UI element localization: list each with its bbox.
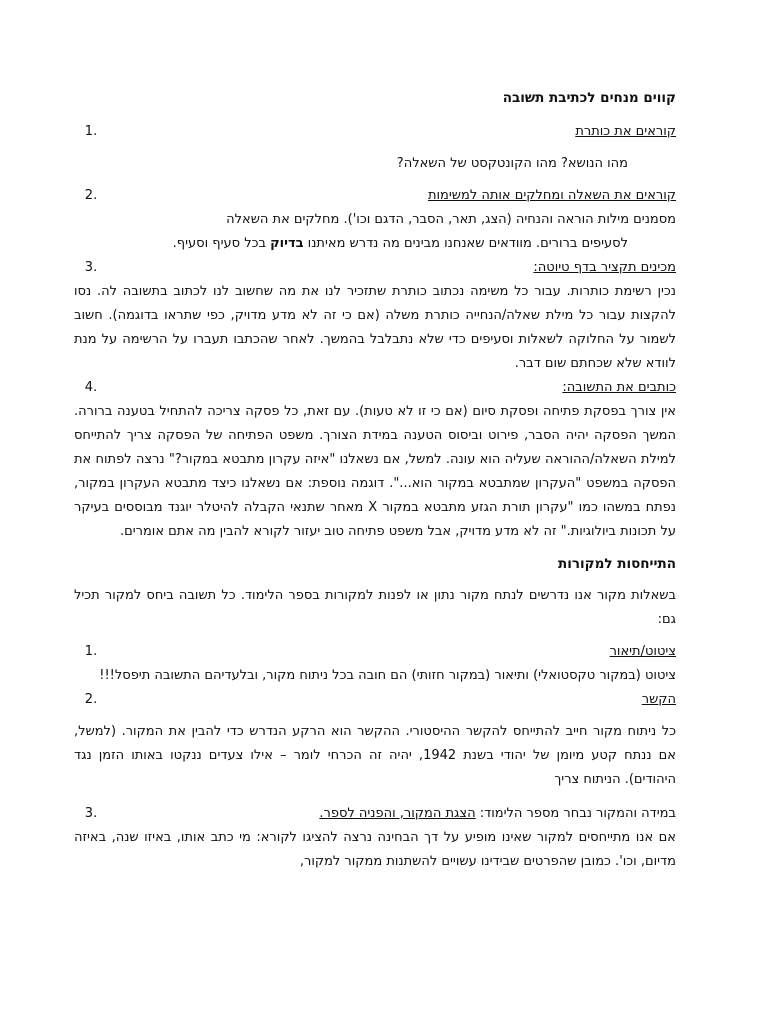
item-number: 4. [84,380,98,395]
item-title: הקשר [641,692,676,707]
item-body: אין צורך בפסקת פתיחה ופסקת סיום (אם כי זו לא טעות). עם זאת, כל פסקה צריכה להתחיל בטענה ברורה. המשך הפסקה יהיה הסבר, פירוט וביסוס הטענה במידת הצורך. משפט הפתיחה של הפסקה צריך להתייחס למילת השאלה/ההוראה שעליה הוא עונה. למשל, אם נשאלנו "איזה עקרון מתבטא במקור?" נרצה לפתוח את הפסקה במשפט "העקרון שמתבטא במקור הוא...". דוגמה נוספת: אם נשאלנו כיצד מתבטא העקרון במקור, נפתח במשהו כמו "עקרון תורת הגזע מתבטא במקור X מאחר שתנאי הקבלה להיטלר יוגנד מבוססים בעיקר על תכונות ביולוגיות." זה לא מדע מדויק, אבל משפט פתיחה טוב יעזור לקורא להבין מה אתם אומרים. [74,404,676,539]
source-item-3 [74,802,676,826]
text-run: בכל סעיף וסעיף. [172,236,271,251]
item-number: 3. [84,260,98,275]
item-title: כותבים את התשובה: [562,380,676,395]
item-title-row [319,802,676,826]
item-body: ציטוט (במקור טקסטואלי) ותיאור (במקור חזותי) הם חובה בכל ניתוח מקור, ובלעדיהם התשובה תיפסל!!! [99,668,676,683]
item-title: קוראים את השאלה ומחלקים אותה למשימות [427,188,676,203]
item-number: 2. [84,188,98,203]
item-title: מכינים תקציר בדף טיוטה: [533,260,676,275]
item-body: מהו הנושא? מהו הקונטקסט של השאלה? [396,156,628,171]
item-body: כל ניתוח מקור חייב להתייחס להקשר ההיסטורי. ההקשר הוא הרקע הנדרש כדי להבין את המקור. (למשל, אם ננתח קטע מיומן של יהודי בשנת 1942, יהיה זה הכרחי לומר – אילו צעדים ננקטו באותו הזמן נגד היהודים). הניתוח צריך [74,724,676,787]
source-item-1 [74,640,676,664]
list-item-1 [74,120,676,144]
list-item-2 [74,184,676,208]
item-number: 2. [84,692,98,707]
section-intro: בשאלות מקור אנו נדרשים לנתח מקור נתון או לפנות למקורות בספר הלימוד. כל תשובה ביחס למקור תכיל גם: [74,588,676,627]
item-number: 1. [84,124,98,139]
item-body-line [74,232,676,256]
document-body [74,86,676,874]
text-run: לסעיפים ברורים. מוודאים שאנחנו מבינים מה נדרש מאיתנו [303,236,628,251]
item-body: אם אנו מתייחסים למקור שאינו מופיע על דך הבחינה נרצה להציגו לקורא: מי כתב אותו, באיזו שנה, באיזה מדיום, וכו'. כמובן שהפרטים שבידינו עשויים להשתנות ממקור למקור, [74,830,676,869]
item-title: הצגת המקור, והפניה לספר. [319,806,476,821]
item-body-line: מסמנים מילות הוראה והנחיה (הצג, תאר, הסבר, הדגם וכו'). מחלקים את השאלה [226,212,676,227]
item-title-prefix: במידה והמקור נבחר מספר הלימוד: [475,806,676,821]
list-item-3 [74,256,676,280]
item-body: נכין רשימת כותרות. עבור כל משימה נכתוב כותרת שתזכיר לנו את מה שחשוב לנו לכתוב בתשובה לה. נסו להקצות עבור כל מילת שאלה/הנחייה כותרת משלה (אם כי זה לא מדע מדויק, כפי שתראו בדוגמה). חשוב לשמור על החלוקה לשאלות וסעיפים כדי שלא נתבלבל בהמשך. לאחר שהכתבו תעברו על הרשימה על מנת לוודא שלא שכחתם שום דבר. [74,284,676,371]
source-item-2 [74,688,676,712]
item-title: ציטוט/תיאור [609,644,676,659]
list-item-4 [74,376,676,400]
emphasis-text: בדיוק [270,236,304,251]
item-number: 1. [84,644,98,659]
section-heading: התייחסות למקורות [558,556,676,572]
main-heading: קווים מנחים לכתיבת תשובה [502,90,676,106]
item-title: קוראים את כותרת [575,124,676,139]
item-number: 3. [84,806,98,821]
